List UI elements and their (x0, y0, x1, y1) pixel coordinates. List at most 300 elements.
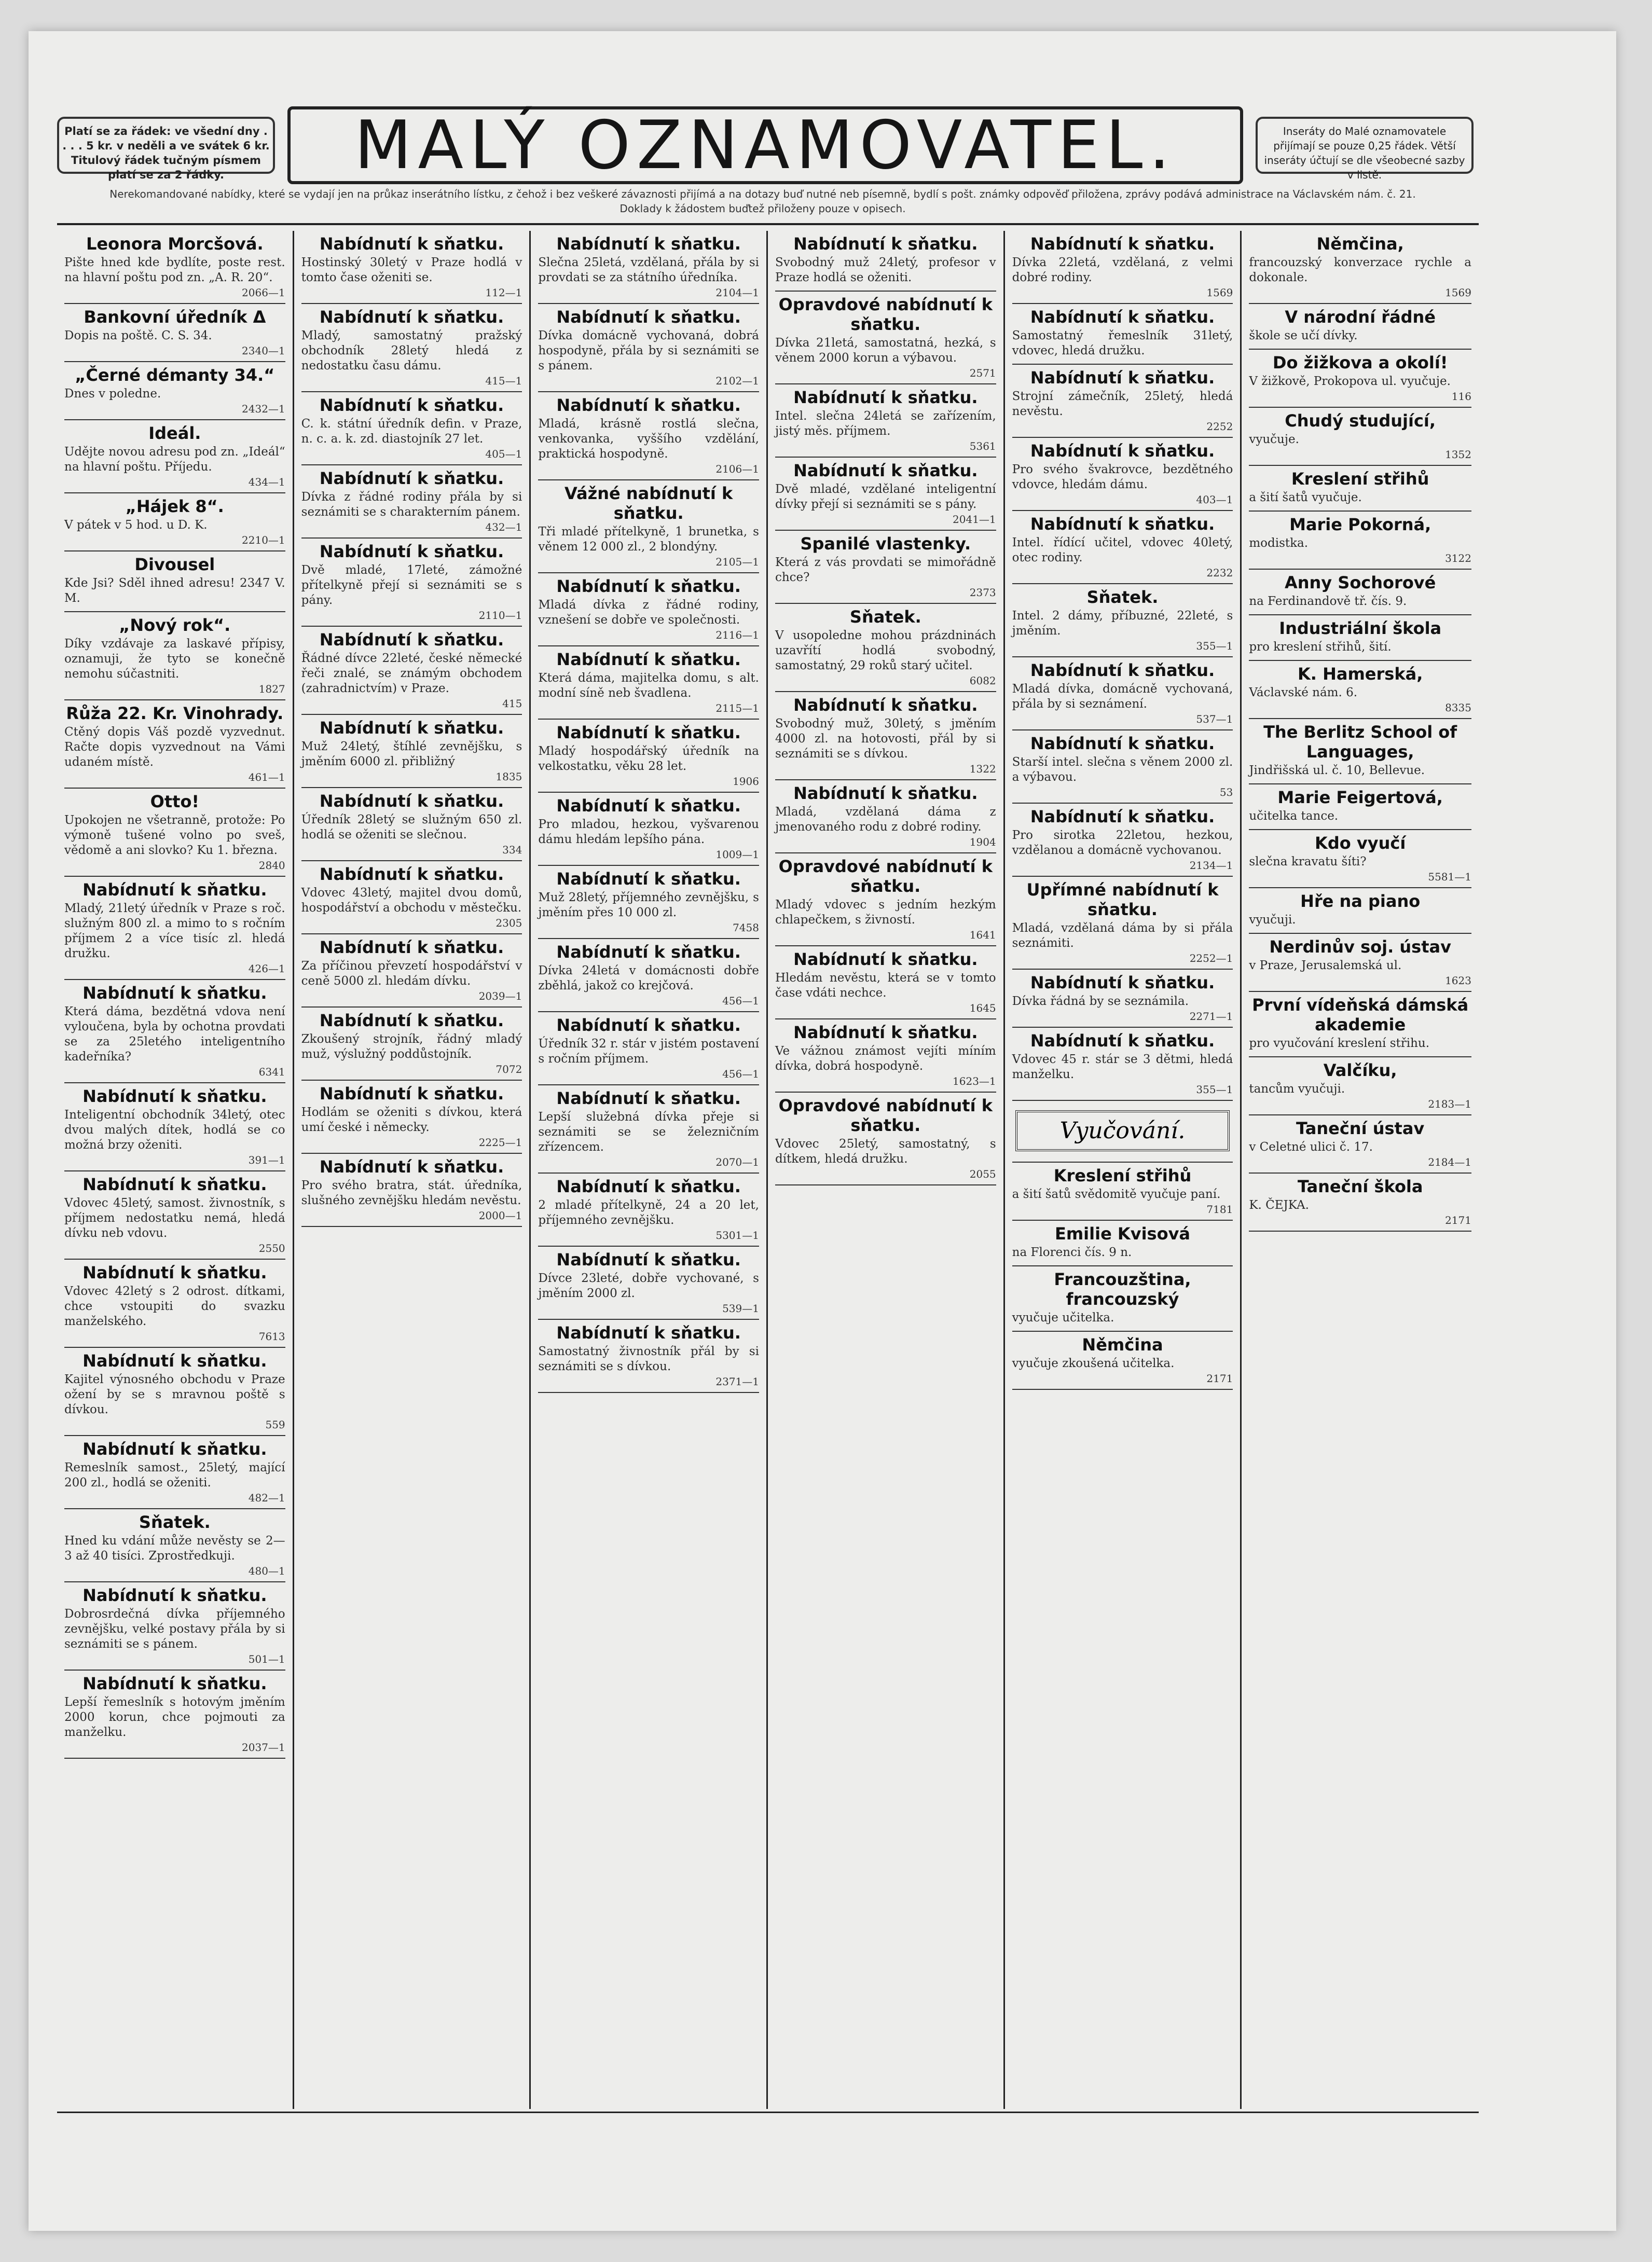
ad-heading: Kreslení střihů (1291, 469, 1429, 489)
classified-ad (538, 392, 759, 480)
ad-number: 426—1 (248, 962, 285, 975)
ad-text: Mladá dívka z řádné rodiny, vznešení se dobře ve společnosti. (538, 598, 759, 627)
ad-text: Václavské nám. 6. (1249, 686, 1358, 699)
classified-ad (64, 1083, 285, 1171)
ad-heading: Upřímné nabídnutí k sňatku. (1026, 880, 1219, 919)
ad-text: Dvě mladé, 17leté, zámožné přítelkyně přejí si seznámiti se s pány. (301, 563, 522, 607)
classified-ad (64, 362, 285, 420)
ad-number: 2055 (969, 1168, 996, 1180)
ad-text: v Praze, Jerusalemská ul. (1249, 959, 1402, 972)
ad-heading: Nabídnutí k sňatku. (319, 718, 504, 738)
ad-text: pro kreslení střihů, šití. (1249, 640, 1392, 654)
classified-ad (64, 1260, 285, 1348)
ad-number: 1352 (1445, 448, 1471, 461)
ad-heading: Nabídnutí k sňatku. (793, 234, 978, 254)
ad-heading: Nabídnutí k sňatku. (556, 395, 741, 415)
ad-heading: Nabídnutí k sňatku. (319, 864, 504, 884)
ad-number: 7458 (733, 921, 759, 934)
classified-ad (538, 1012, 759, 1085)
ad-number: 6341 (258, 1066, 285, 1078)
classified-ad (538, 646, 759, 720)
ad-heading: Nabídnutí k sňatku. (793, 783, 978, 803)
ad-text: Úředník 28letý se služným 650 zl. hodlá se oženiti se slečnou. (301, 813, 522, 842)
classified-ad (1249, 350, 1471, 408)
ad-number: 1904 (969, 836, 996, 848)
ad-heading: Nabídnutí k sňatku. (556, 1323, 741, 1343)
classified-ad (1012, 231, 1233, 304)
ad-number: 116 (1451, 390, 1471, 403)
ad-number: 1623—1 (953, 1075, 996, 1087)
classified-ad (1249, 934, 1471, 992)
ad-text: Která dáma, bezdětná vdova není vyloučena, byla by ochotna provdati se za 25letého inteligentního kadeřníka? (64, 1005, 285, 1064)
insertion-box: Inseráty do Malé oznamovatele přijímají se pouze 0,25 řádek. Větší inseráty účtují se dle všeobecné sazby v listě. (1256, 117, 1474, 174)
ad-heading: Nabídnutí k sňatku. (556, 1250, 741, 1270)
ad-text: Starší intel. slečna s věnem 2000 zl. a výbavou. (1012, 755, 1233, 784)
ad-text: Pište hned kde bydlíte, poste rest. na hlavní poštu pod zn. „A. R. 20“. (64, 256, 285, 284)
ad-number: 2171 (1206, 1372, 1233, 1385)
ad-text: slečna kravatu šíti? (1249, 855, 1367, 868)
ad-heading: Nabídnutí k sňatku. (1030, 234, 1215, 254)
ad-number: 539—1 (722, 1302, 759, 1315)
classified-ad (64, 1348, 285, 1436)
ad-number: 2102—1 (715, 375, 759, 387)
ad-heading: Nabídnutí k sňatku. (556, 234, 741, 254)
classified-ad (1249, 466, 1471, 512)
ad-text: Která z vás provdati se mimořádně chce? (775, 556, 996, 584)
classified-ad (1012, 304, 1233, 365)
classified-ad (64, 700, 285, 789)
ad-heading: Emilie Kvisová (1054, 1224, 1191, 1244)
ad-number: 1569 (1445, 286, 1471, 299)
ad-number: 2116—1 (715, 629, 759, 641)
ad-text: C. k. státní úředník defin. v Praze, n. c. a. k. zd. diastojník 27 let. (301, 417, 522, 446)
ad-heading: Marie Pokorná, (1289, 515, 1431, 534)
classified-ad (301, 861, 522, 934)
ad-number: 5581—1 (1428, 871, 1471, 883)
classified-ad (538, 720, 759, 793)
ad-text: Strojní zámečník, 25letý, hledá nevěstu. (1012, 390, 1233, 418)
classified-ad (538, 573, 759, 646)
ad-heading: Nabídnutí k sňatku. (319, 1011, 504, 1030)
ad-number: 2037—1 (242, 1741, 285, 1754)
ad-heading: Nabídnutí k sňatku. (556, 650, 741, 669)
ad-number: 2183—1 (1428, 1098, 1471, 1110)
ad-number: 6082 (969, 674, 996, 687)
ad-text: Ctěný dopis Váš pozdě vyzvednut. Račte dopis vyzvednout na Vámi udaném místě. (64, 725, 285, 769)
classified-ad (775, 946, 996, 1019)
ad-text: Dívka 22letá, vzdělaná, z velmi dobré rodiny. (1012, 256, 1233, 284)
ad-number: 1322 (969, 763, 996, 775)
classified-ad (1012, 1028, 1233, 1101)
ad-heading: Nabídnutí k sňatku. (1030, 660, 1215, 680)
ad-text: Dívka 21letá, samostatná, hezká, s věnem 2000 korun a výbavou. (775, 336, 996, 365)
classified-ad (64, 1509, 285, 1582)
classified-ad (538, 939, 759, 1012)
ad-text: Slečna 25letá, vzdělaná, přála by si provdati se za státního úředníka. (538, 256, 759, 284)
ad-heading: Valčíku, (1323, 1060, 1397, 1080)
classified-ad (1249, 512, 1471, 570)
classified-ad (1012, 1163, 1233, 1221)
classified-ad (1012, 730, 1233, 804)
classified-ad (775, 1093, 996, 1185)
ad-heading: Do žižkova a okolí! (1272, 353, 1448, 373)
ad-heading: The Berlitz School of Languages, (1263, 722, 1457, 762)
header-rule (57, 223, 1479, 225)
ad-text: vyučuje učitelka. (1012, 1311, 1114, 1325)
ad-heading: Nabídnutí k sňatku. (793, 1023, 978, 1042)
ad-number: 432—1 (485, 521, 522, 533)
classified-ad (301, 1154, 522, 1227)
classified-ad (301, 1081, 522, 1154)
ad-heading: Francouzština, francouzský (1054, 1270, 1191, 1309)
ad-text: Vdovec 45letý, samost. živnostník, s příjmem nedostatku nemá, hledá dívku neb vdovu. (64, 1196, 285, 1240)
ad-number: 112—1 (485, 286, 522, 299)
ad-number: 405—1 (485, 448, 522, 460)
ad-number: 355—1 (1196, 1083, 1233, 1096)
ad-heading: Nabídnutí k sňatku. (1030, 514, 1215, 534)
ad-text: Vdovec 25letý, samostatný, s dítkem, hledá družku. (775, 1137, 996, 1166)
ad-heading: Němčina, (1316, 234, 1404, 254)
classified-ad (775, 384, 996, 458)
ad-text: Remeslník samost., 25letý, mající 200 zl., hodlá se oženiti. (64, 1461, 285, 1489)
ad-heading: Sňatek. (849, 607, 921, 627)
ad-text: Dopis na poště. C. S. 34. (64, 329, 212, 342)
ad-heading: Nabídnutí k sňatku. (319, 791, 504, 811)
ad-number: 1827 (258, 683, 285, 695)
ad-heading: Chudý studující, (1285, 411, 1436, 431)
classified-ad (1012, 970, 1233, 1028)
ad-text: Jindřišská ul. č. 10, Bellevue. (1249, 764, 1425, 777)
ad-column (57, 231, 294, 2109)
ad-number: 2550 (258, 1242, 285, 1254)
ad-heading: Nabídnutí k sňatku. (556, 576, 741, 596)
classified-ad (538, 304, 759, 392)
classified-ad (1012, 877, 1233, 970)
ad-text: Tři mladé přítelkyně, 1 brunetka, s věnem 12 000 zl., 2 blondýny. (538, 525, 759, 554)
classified-ad (1012, 1266, 1233, 1332)
ad-heading: Nabídnutí k sňatku. (82, 1585, 267, 1605)
ad-number: 355—1 (1196, 640, 1233, 652)
ad-number: 7181 (1206, 1203, 1233, 1216)
ad-column (768, 231, 1005, 2109)
classified-ad (1249, 408, 1471, 466)
classified-ad (1249, 888, 1471, 934)
ad-text: Řádné dívce 22leté, české německé řeči znalé, se známým obchodem (zahradnictvím) v Praze. (301, 652, 522, 695)
ad-heading: Nabídnutí k sňatku. (319, 1084, 504, 1104)
ad-heading: Nabídnutí k sňatku. (82, 1439, 267, 1459)
classified-ad (538, 1247, 759, 1320)
ad-heading: „Černé démanty 34.“ (75, 365, 275, 385)
ad-number: 1835 (495, 770, 522, 783)
classified-ad (301, 1008, 522, 1081)
ad-heading: Růža 22. Kr. Vinohrady. (66, 704, 284, 723)
ad-heading: Němčina (1082, 1335, 1163, 1355)
ad-text: modistka. (1249, 536, 1309, 550)
ad-number: 482—1 (248, 1492, 285, 1504)
ad-heading: Nabídnutí k sňatku. (319, 307, 504, 327)
classified-ad (64, 980, 285, 1083)
ad-text: Udějte novou adresu pod zn. „Ideál“ na hlavní poštu. Příjedu. (64, 445, 285, 474)
ad-heading: Marie Feigertová, (1277, 788, 1443, 807)
ad-text: škole se učí dívky. (1249, 329, 1358, 342)
ad-heading: Nabídnutí k sňatku. (1030, 807, 1215, 826)
ad-number: 2115—1 (715, 702, 759, 714)
ad-number: 2110—1 (478, 609, 522, 622)
ad-heading: Nabídnutí k sňatku. (793, 949, 978, 969)
classified-ad (1012, 438, 1233, 511)
ad-number: 1623 (1445, 974, 1471, 987)
ad-text: Hostinský 30letý v Praze hodlá v tomto čase oženiti se. (301, 256, 522, 284)
ad-heading: Nabídnutí k sňatku. (556, 1088, 741, 1108)
classified-ad (301, 934, 522, 1008)
ad-text: Za příčinou převzetí hospodářství v ceně 5000 zl. hledám dívku. (301, 959, 522, 988)
ad-number: 415—1 (485, 375, 522, 387)
ad-number: 7613 (258, 1330, 285, 1343)
ad-column (1242, 231, 1479, 2109)
ad-text: Lepší řemeslník s hotovým jměním 2000 korun, chce pojmouti za manželku. (64, 1695, 285, 1739)
ad-heading: Industriální škola (1279, 618, 1442, 638)
ad-heading: Opravdové nabídnutí k sňatku. (778, 1096, 993, 1135)
ad-heading: Otto! (150, 792, 200, 811)
ad-text: Muž 24letý, štíhlé zevnějšku, s jměním 6000 zl. přibližný (301, 740, 522, 768)
ad-number: 2232 (1206, 567, 1233, 579)
ad-heading: Opravdové nabídnutí k sňatku. (778, 295, 993, 334)
ad-number: 2070—1 (715, 1156, 759, 1168)
ad-text: Mladý, 21letý úředník v Praze s roč. služným 800 zl. a mimo to s ročním příjmem 2 a více tisíc zl. hledá družku. (64, 902, 285, 960)
classified-ad (301, 539, 522, 627)
ad-text: Dobrosrdečná dívka příjemného zevnějšku, velké postavy přála by si seznámiti se s pánem. (64, 1607, 285, 1651)
classified-ad (64, 420, 285, 493)
ad-heading: K. Hamerská, (1297, 664, 1423, 684)
ad-text: Svobodný muž, 30letý, s jměním 4000 zl. na hotovosti, přál by si seznámiti se s dívkou. (775, 717, 996, 761)
ad-text: na Florenci čís. 9 n. (1012, 1246, 1132, 1259)
ad-text: vyučuji. (1249, 913, 1296, 927)
classified-ad (538, 1174, 759, 1247)
ad-text: Dívka domácně vychovaná, dobrá hospodyně, přála by si seznámiti se s pánem. (538, 329, 759, 373)
ad-number: 2571 (969, 367, 996, 379)
ad-number: 2225—1 (478, 1136, 522, 1149)
ad-text: tancům vyučuji. (1249, 1082, 1345, 1096)
ad-text: Dnes v poledne. (64, 387, 161, 401)
classified-ad (64, 304, 285, 362)
ad-heading: Vážné nabídnutí k sňatku. (565, 484, 733, 523)
ad-heading: „Hájek 8“. (125, 496, 224, 516)
classified-ad (775, 1019, 996, 1093)
ad-text: Mladá, vzdělaná dáma z jmenovaného rodu z dobré rodiny. (775, 805, 996, 834)
ad-text: Svobodný muž 24letý, profesor v Praze hodlá se oženiti. (775, 256, 996, 284)
classified-ad (1012, 365, 1233, 438)
ad-text: Lepší služebná dívka přeje si seznámiti se se železničním zřízencem. (538, 1110, 759, 1154)
ad-text: Zkoušený strojník, řádný mladý muž, výslužný poddůstojník. (301, 1032, 522, 1061)
ad-number: 2432—1 (242, 403, 285, 415)
ad-number: 2171 (1445, 1214, 1471, 1226)
ad-heading: Divousel (134, 555, 215, 574)
ad-heading: Nabídnutí k sňatku. (319, 937, 504, 957)
ad-number: 2000—1 (478, 1209, 522, 1222)
ad-number: 391—1 (248, 1154, 285, 1166)
ad-number: 1641 (969, 929, 996, 941)
ad-heading: Nabídnutí k sňatku. (1030, 368, 1215, 388)
ad-number: 2105—1 (715, 556, 759, 568)
ad-text: vyučuje. (1249, 433, 1299, 446)
ad-number: 559 (265, 1418, 285, 1431)
ad-heading: Vyučování. (1015, 1110, 1230, 1151)
ad-text: Vdovec 43letý, majitel dvou domů, hospodářství a obchodu v městečku. (301, 886, 522, 915)
ad-number: 5301—1 (715, 1229, 759, 1242)
ad-text: 2 mladé přítelkyně, 24 a 20 let, příjemného zevnějšku. (538, 1198, 759, 1227)
ad-number: 2271—1 (1189, 1010, 1233, 1023)
ad-text: Intel. řídící učitel, vdovec 40letý, otec rodiny. (1012, 536, 1233, 564)
ad-text: Hledám nevěstu, která se v tomto čase vdáti nechce. (775, 971, 996, 1000)
ad-number: 334 (502, 844, 522, 856)
ad-number: 537—1 (1196, 713, 1233, 725)
ad-number: 2104—1 (715, 286, 759, 299)
ad-number: 1906 (733, 775, 759, 788)
ad-heading: Ideál. (148, 423, 201, 443)
ad-text: Mladý vdovec s jedním hezkým chlapečkem, s živností. (775, 898, 996, 927)
ad-number: 7072 (495, 1063, 522, 1075)
classified-ad (1012, 1221, 1233, 1266)
ad-number: 456—1 (722, 995, 759, 1007)
ad-text: v Celetné ulici č. 17. (1249, 1140, 1373, 1154)
classified-ad (64, 789, 285, 877)
classified-ad (775, 458, 996, 531)
classified-ad (64, 612, 285, 700)
classified-ad (301, 627, 522, 715)
ad-heading: Nabídnutí k sňatku. (319, 395, 504, 415)
classified-ad (64, 1582, 285, 1671)
ad-heading: Nabídnutí k sňatku. (793, 461, 978, 480)
ad-heading: První vídeňská dámská akademie (1252, 995, 1469, 1035)
ad-number: 5361 (969, 440, 996, 452)
ad-number: 415 (502, 697, 522, 710)
footer-rule (57, 2112, 1479, 2113)
classified-ad (538, 793, 759, 866)
classified-ad (301, 392, 522, 465)
ad-heading: Nabídnutí k sňatku. (1030, 734, 1215, 753)
ad-text: K. ČEJKA. (1249, 1198, 1309, 1212)
classified-ad (775, 604, 996, 692)
ad-text: Inteligentní obchodník 34letý, otec dvou malých dítek, hodlá se co možná brzy oženiti. (64, 1108, 285, 1152)
ad-text: a šití šatů svědomitě vyučuje paní. (1012, 1188, 1221, 1201)
classified-ad (301, 465, 522, 539)
ad-number: 53 (1219, 786, 1233, 798)
classified-ad (1012, 584, 1233, 657)
ad-text: a šití šatů vyučuje. (1249, 491, 1362, 504)
classified-ad (775, 780, 996, 853)
ad-heading: Kdo vyučí (1315, 833, 1406, 853)
ad-heading: Nabídnutí k sňatku. (82, 1263, 267, 1282)
ad-text: Vdovec 45 r. stár se 3 dětmi, hledá manželku. (1012, 1053, 1233, 1081)
ad-heading: Nabídnutí k sňatku. (1030, 441, 1215, 461)
ad-heading: Nabídnutí k sňatku. (556, 723, 741, 742)
classified-ad (301, 715, 522, 788)
ad-heading: Nabídnutí k sňatku. (793, 388, 978, 407)
ad-number: 2840 (258, 859, 285, 872)
classified-ad (64, 1171, 285, 1260)
ad-text: Mladá, krásně rostlá slečna, venkovanka, vyššího vzdělání, praktická hospodyně. (538, 417, 759, 461)
ad-text: Mladá, vzdělaná dáma by si přála seznámiti. (1012, 921, 1233, 950)
ad-number: 2184—1 (1428, 1156, 1471, 1168)
ad-text: učitelka tance. (1249, 809, 1339, 823)
masthead (57, 104, 1474, 187)
ad-text: Mladá dívka, domácně vychovaná, přála by si seznámení. (1012, 682, 1233, 711)
ad-number: 2252—1 (1189, 952, 1233, 964)
classified-ad (1249, 661, 1471, 719)
ad-heading: Leonora Morcšová. (86, 234, 264, 254)
ad-heading: Nabídnutí k sňatku. (556, 1015, 741, 1035)
classified-ad (64, 551, 285, 612)
classified-ad (64, 877, 285, 980)
classified-ad (775, 853, 996, 946)
masthead-note: Nerekomandované nabídky, které se vydají jen na průkaz inserátního lístku, z čehož i bez veškeré závaznosti přijímá a na dotazy buď nutné neb písemně, bydlí s pošt. známky odpověď přiložena, zprávy podává administrace na Václavském nám. č. 21. Doklady k žádostem buďtež přiloženy pouze v opisech. (109, 188, 1416, 215)
ad-heading: Nabídnutí k sňatku. (82, 983, 267, 1003)
ad-text: Intel. 2 dámy, příbuzné, 22leté, s jměním. (1012, 609, 1233, 638)
ad-heading: Taneční ústav (1296, 1119, 1425, 1138)
ad-heading: Nabídnutí k sňatku. (319, 630, 504, 650)
ad-heading: Nabídnutí k sňatku. (319, 468, 504, 488)
ad-heading: Nabídnutí k sňatku. (319, 234, 504, 254)
ad-heading: Sňatek. (1086, 587, 1159, 607)
ad-number: 2373 (969, 586, 996, 599)
ad-heading: Nabídnutí k sňatku. (1030, 1031, 1215, 1051)
ad-text: Která dáma, majitelka domu, s alt. modní síně neb švadlena. (538, 671, 759, 700)
ad-column (1005, 231, 1242, 2109)
ad-heading: Nabídnutí k sňatku. (793, 695, 978, 715)
rate-box: Platí se za řádek: ve všední dny . . . . 5 kr. v neděli a ve svátek 6 kr. Titulový řádek tučným písmem platí se za 2 řádky. (57, 117, 275, 174)
ad-number: 1645 (969, 1002, 996, 1014)
classified-ad (1012, 657, 1233, 730)
ad-heading: Nabídnutí k sňatku. (319, 542, 504, 561)
ad-column (531, 231, 768, 2109)
ad-number: 2340—1 (242, 344, 285, 357)
ad-number: 2305 (495, 917, 522, 929)
ad-heading: V národní řádné (1285, 307, 1436, 327)
ad-number: 1569 (1206, 286, 1233, 299)
ad-number: 8335 (1445, 701, 1471, 714)
classified-ad (301, 231, 522, 304)
ad-heading: Nabídnutí k sňatku. (556, 796, 741, 816)
ad-number: 434—1 (248, 476, 285, 488)
classified-ad (1249, 784, 1471, 830)
ad-text: Pro mladou, hezkou, vyšvarenou dámu hledám lepšího pána. (538, 818, 759, 846)
classified-ad (1012, 1101, 1233, 1163)
classified-ad (538, 866, 759, 939)
ad-heading: Nabídnutí k sňatku. (556, 307, 741, 327)
classified-ad (1249, 304, 1471, 350)
ad-text: Samostatný řemeslník 31letý, vdovec, hledá družku. (1012, 329, 1233, 357)
ad-text: na Ferdinandově tř. čís. 9. (1249, 595, 1407, 608)
classified-ad (775, 531, 996, 604)
classified-ad (1249, 231, 1471, 304)
ad-number: 2371—1 (715, 1375, 759, 1388)
ad-text: vyučuje zkoušená učitelka. (1012, 1357, 1175, 1370)
ad-heading: Kreslení střihů (1053, 1166, 1192, 1185)
ad-heading: Nabídnutí k sňatku. (1030, 973, 1215, 992)
ad-text: Dívka 24letá v domácnosti dobře zběhlá, jakož co krejčová. (538, 964, 759, 992)
page-title: MALÝ OZNAMOVATEL. (287, 106, 1243, 184)
classified-ad (64, 493, 285, 551)
ad-heading: Nabídnutí k sňatku. (82, 1086, 267, 1106)
classified-ad (1012, 1332, 1233, 1390)
ad-text: Muž 28letý, příjemného zevnějšku, s jměním přes 10 000 zl. (538, 891, 759, 919)
ad-text: Dvě mladé, vzdělané inteligentní dívky přejí si seznámiti se s pány. (775, 482, 996, 511)
ad-heading: Nabídnutí k sňatku. (82, 1175, 267, 1194)
classified-ad (775, 292, 996, 384)
ad-number: 501—1 (248, 1653, 285, 1665)
classified-ad (538, 1085, 759, 1174)
ad-heading: Nabídnutí k sňatku. (82, 1351, 267, 1371)
